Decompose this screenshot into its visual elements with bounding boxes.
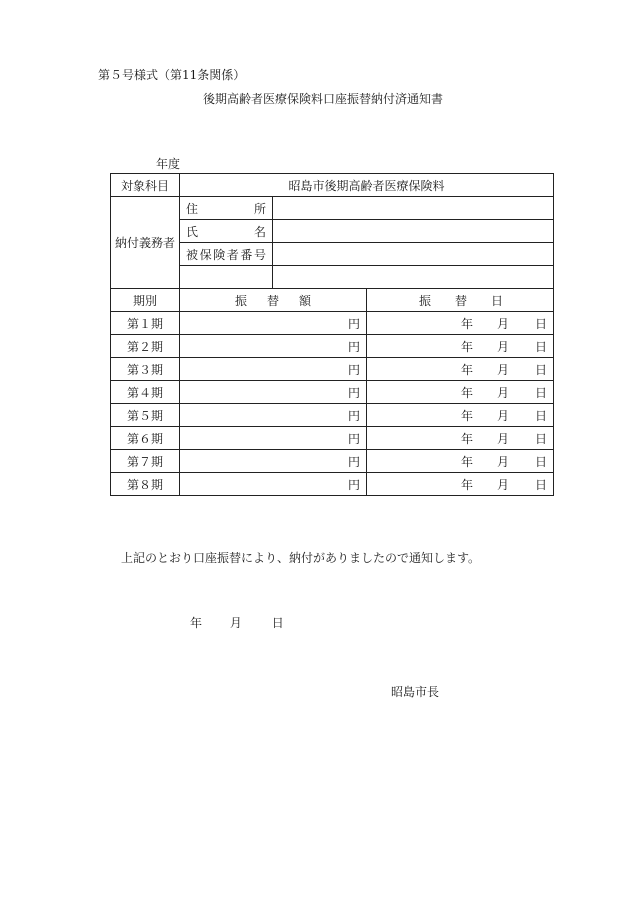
insured-number-char: 者 <box>226 247 239 262</box>
notice-text: 上記のとおり口座振替により、納付がありましたので通知します。 <box>121 551 481 565</box>
amount-header-char: 振 <box>235 293 248 308</box>
period-row <box>111 335 554 358</box>
insured-number-value <box>273 243 554 266</box>
amount-cell <box>180 473 367 496</box>
insured-number-label <box>180 243 273 266</box>
amount-cell <box>180 358 367 381</box>
period-label: 第１期 <box>111 312 180 335</box>
address-row <box>111 197 554 220</box>
date-cell <box>367 335 554 358</box>
amount-header-char: 替 <box>266 293 279 308</box>
date-header <box>367 289 554 312</box>
period-row <box>111 473 554 496</box>
amount-cell <box>180 335 367 358</box>
period-row <box>111 358 554 381</box>
date-year-unit: 年 <box>460 385 473 400</box>
yen-unit: 円 <box>347 362 360 377</box>
address-label <box>180 197 273 220</box>
date-day-unit: 日 <box>535 385 548 400</box>
issue-date-day: 日 <box>271 616 284 630</box>
date-day-unit: 日 <box>535 477 548 492</box>
date-header-char: 替 <box>455 293 468 308</box>
document-title: 後期高齢者医療保険料口座振替納付済通知書 <box>203 92 444 106</box>
yen-unit: 円 <box>347 339 360 354</box>
date-header-char: 振 <box>419 293 432 308</box>
name-char: 名 <box>253 224 266 239</box>
date-month-unit: 月 <box>497 362 510 377</box>
date-day-unit: 日 <box>535 316 548 331</box>
insured-number-char: 被 <box>186 247 199 262</box>
amount-cell <box>180 381 367 404</box>
date-cell <box>367 450 554 473</box>
name-value <box>273 220 554 243</box>
yen-unit: 円 <box>347 316 360 331</box>
blank-value <box>273 266 554 289</box>
amount-cell <box>180 427 367 450</box>
payer-label: 納付義務者 <box>111 197 180 289</box>
period-row <box>111 404 554 427</box>
date-day-unit: 日 <box>535 431 548 446</box>
date-year-unit: 年 <box>460 454 473 469</box>
period-row <box>111 450 554 473</box>
date-year-unit: 年 <box>460 408 473 423</box>
address-char: 住 <box>186 201 199 216</box>
date-cell <box>367 312 554 335</box>
date-month-unit: 月 <box>497 454 510 469</box>
period-label: 第４期 <box>111 381 180 404</box>
date-month-unit: 月 <box>497 431 510 446</box>
blank-label <box>180 266 273 289</box>
amount-cell <box>180 450 367 473</box>
date-year-unit: 年 <box>460 316 473 331</box>
period-row <box>111 381 554 404</box>
period-label: 第６期 <box>111 427 180 450</box>
subject-value: 昭島市後期高齢者医療保険料 <box>180 174 554 197</box>
period-label: 第２期 <box>111 335 180 358</box>
fiscal-year-label: 年度 <box>156 157 181 171</box>
yen-unit: 円 <box>347 385 360 400</box>
address-value <box>273 197 554 220</box>
address-char: 所 <box>253 201 266 216</box>
period-header: 期別 <box>111 289 180 312</box>
yen-unit: 円 <box>347 408 360 423</box>
period-label: 第８期 <box>111 473 180 496</box>
yen-unit: 円 <box>347 477 360 492</box>
insured-number-char: 号 <box>253 247 266 262</box>
payment-notice-table <box>110 173 554 496</box>
date-month-unit: 月 <box>497 408 510 423</box>
issuer-name: 昭島市長 <box>391 685 440 699</box>
date-year-unit: 年 <box>460 477 473 492</box>
amount-header <box>180 289 367 312</box>
amount-header-char: 額 <box>298 293 311 308</box>
date-cell <box>367 358 554 381</box>
date-month-unit: 月 <box>497 477 510 492</box>
period-label: 第７期 <box>111 450 180 473</box>
insured-number-char: 保 <box>199 247 212 262</box>
date-year-unit: 年 <box>460 339 473 354</box>
period-header-row <box>111 289 554 312</box>
name-char: 氏 <box>186 224 199 239</box>
insured-number-char: 険 <box>213 247 226 262</box>
date-cell <box>367 404 554 427</box>
date-cell <box>367 473 554 496</box>
period-row <box>111 427 554 450</box>
period-label: 第３期 <box>111 358 180 381</box>
subject-row <box>111 174 554 197</box>
date-day-unit: 日 <box>535 339 548 354</box>
date-cell <box>367 381 554 404</box>
yen-unit: 円 <box>347 431 360 446</box>
form-number: 第５号様式（第11条関係） <box>98 68 246 82</box>
date-month-unit: 月 <box>497 316 510 331</box>
period-rows <box>111 312 554 496</box>
date-day-unit: 日 <box>535 408 548 423</box>
date-cell <box>367 427 554 450</box>
date-day-unit: 日 <box>535 362 548 377</box>
yen-unit: 円 <box>347 454 360 469</box>
date-year-unit: 年 <box>460 431 473 446</box>
date-month-unit: 月 <box>497 385 510 400</box>
insured-number-char: 番 <box>240 247 253 262</box>
date-year-unit: 年 <box>460 362 473 377</box>
date-day-unit: 日 <box>535 454 548 469</box>
period-row <box>111 312 554 335</box>
subject-label: 対象科目 <box>111 174 180 197</box>
amount-cell <box>180 404 367 427</box>
issue-date <box>190 614 284 631</box>
amount-cell <box>180 312 367 335</box>
name-label <box>180 220 273 243</box>
date-month-unit: 月 <box>497 339 510 354</box>
issue-date-year: 年 <box>190 616 203 630</box>
issue-date-month: 月 <box>229 616 242 630</box>
date-header-char: 日 <box>491 293 504 308</box>
period-label: 第５期 <box>111 404 180 427</box>
